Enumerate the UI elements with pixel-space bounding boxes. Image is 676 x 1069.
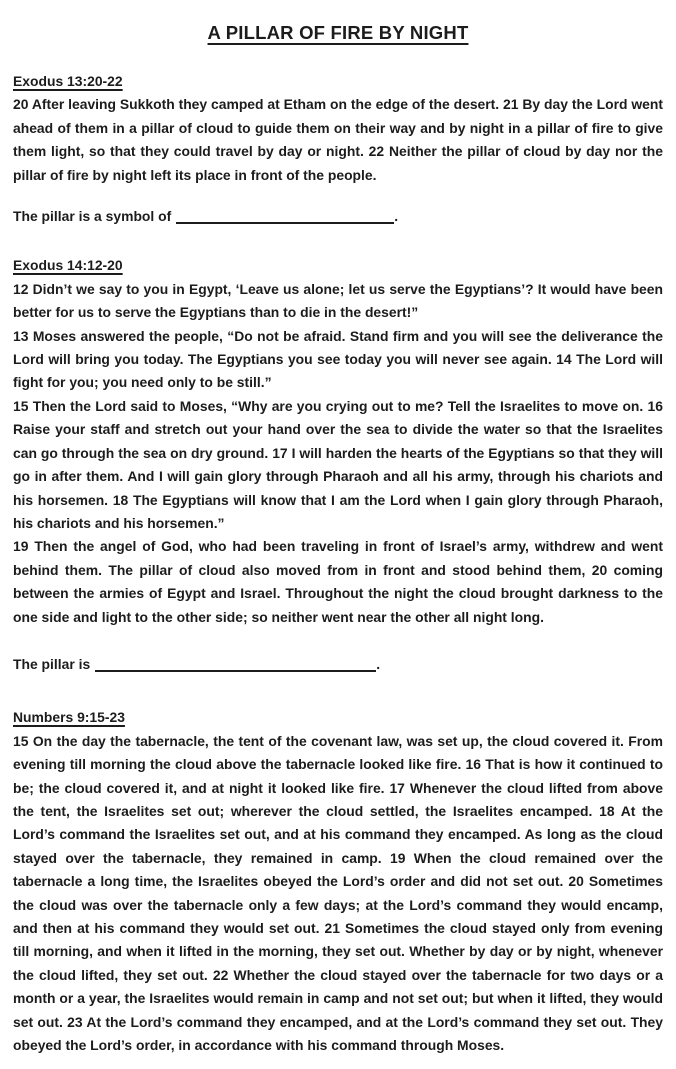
fill-in-period: . bbox=[376, 655, 381, 672]
scripture-paragraph: 19 Then the angel of God, who had been traveling in front of Israel’s army, withdrew and went behind them. The pillar of cloud also moved from in front and stood behind them, 20 coming between the armies of Egypt and Israel. Throughout the night the cloud brought darkness to the one side and light to the other side; so neither went near the other all night long. bbox=[13, 538, 663, 625]
fill-in-blank bbox=[95, 656, 376, 672]
scripture-paragraph: 15 On the day the tabernacle, the tent of the covenant law, was set up, the cloud covered it. From evening till morning the cloud above the tabernacle looked like fire. 16 That is how it continued to be; the cloud covered it, and at night it looked like fire. 17 Whenever the cloud lifted from above the tent, the Israelites set out; wherever the cloud settled, the Israelites encamped. 18 At the Lord’s command the Israelites set out, and at his command they encamped. As long as the cloud stayed over the tabernacle, they remained in camp. 19 When the cloud remained over the tabernacle a long time, the Israelites obeyed the Lord’s order and did not set out. 20 Sometimes the cloud was over the tabernacle only a few days; at the Lord’s command they would encamp, and then at his command they would set out. 21 Sometimes the cloud stayed only from evening till morning, and when it lifted in the morning, they set out. Whether by day or by night, whenever the cloud lifted, they set out. 22 Whether the cloud stayed over the tabernacle for two days or a month or a year, the Israelites would remain in camp and not set out; but when it lifted, they would set out. 23 At the Lord’s command they encamped, and at the Lord’s command they set out. They obeyed the Lord’s order, in accordance with his command through Moses. bbox=[13, 732, 663, 1054]
section-heading-numbers-9-15-23: Numbers 9:15-23 bbox=[13, 709, 125, 726]
page-title: A PILLAR OF FIRE BY NIGHT bbox=[207, 22, 469, 43]
fill-in-prefix: The pillar is bbox=[13, 655, 91, 672]
section-heading-exodus-14-12-20: Exodus 14:12-20 bbox=[13, 257, 123, 274]
scripture-paragraph: 15 Then the Lord said to Moses, “Why are you crying out to me? Tell the Israelites to move on. 16 Raise your staff and stretch out your hand over the sea to divide the water so that the Israelites can go through the sea on dry ground. 17 I will harden the hearts of the Egyptians so that they will go in after them. And I will gain glory through Pharaoh and all his army, through his chariots and his horsemen. 18 The Egyptians will know that I am the Lord when I gain glory through Pharaoh, his chariots and his horsemen.” bbox=[13, 397, 663, 531]
fill-in-line-pillar bbox=[13, 653, 663, 676]
fill-in-prefix: The pillar is a symbol of bbox=[13, 208, 172, 225]
scripture-paragraph: 12 Didn’t we say to you in Egypt, ‘Leave us alone; let us serve the Egyptians’? It would have been better for us to serve the Egyptians than to die in the desert!” bbox=[13, 280, 663, 321]
fill-in-blank bbox=[176, 208, 394, 224]
section-heading-exodus-13-20-22: Exodus 13:20-22 bbox=[13, 73, 123, 89]
fill-in-period: . bbox=[394, 208, 399, 225]
fill-in-line-symbol bbox=[13, 205, 663, 228]
scripture-paragraph: 20 After leaving Sukkoth they camped at Etham on the edge of the desert. 21 By day the Lord went ahead of them in a pillar of cloud to guide them on their way and by night in a pillar of fire to give them light, so that they could travel by day or night. 22 Neither the pillar of cloud by day nor the pillar of fire by night left its place in front of the people. bbox=[13, 96, 663, 183]
scripture-paragraph: 13 Moses answered the people, “Do not be afraid. Stand firm and you will see the deliverance the Lord will bring you today. The Egyptians you see today you will never see again. 14 The Lord will fight for you; you need only to be still.” bbox=[13, 327, 663, 391]
